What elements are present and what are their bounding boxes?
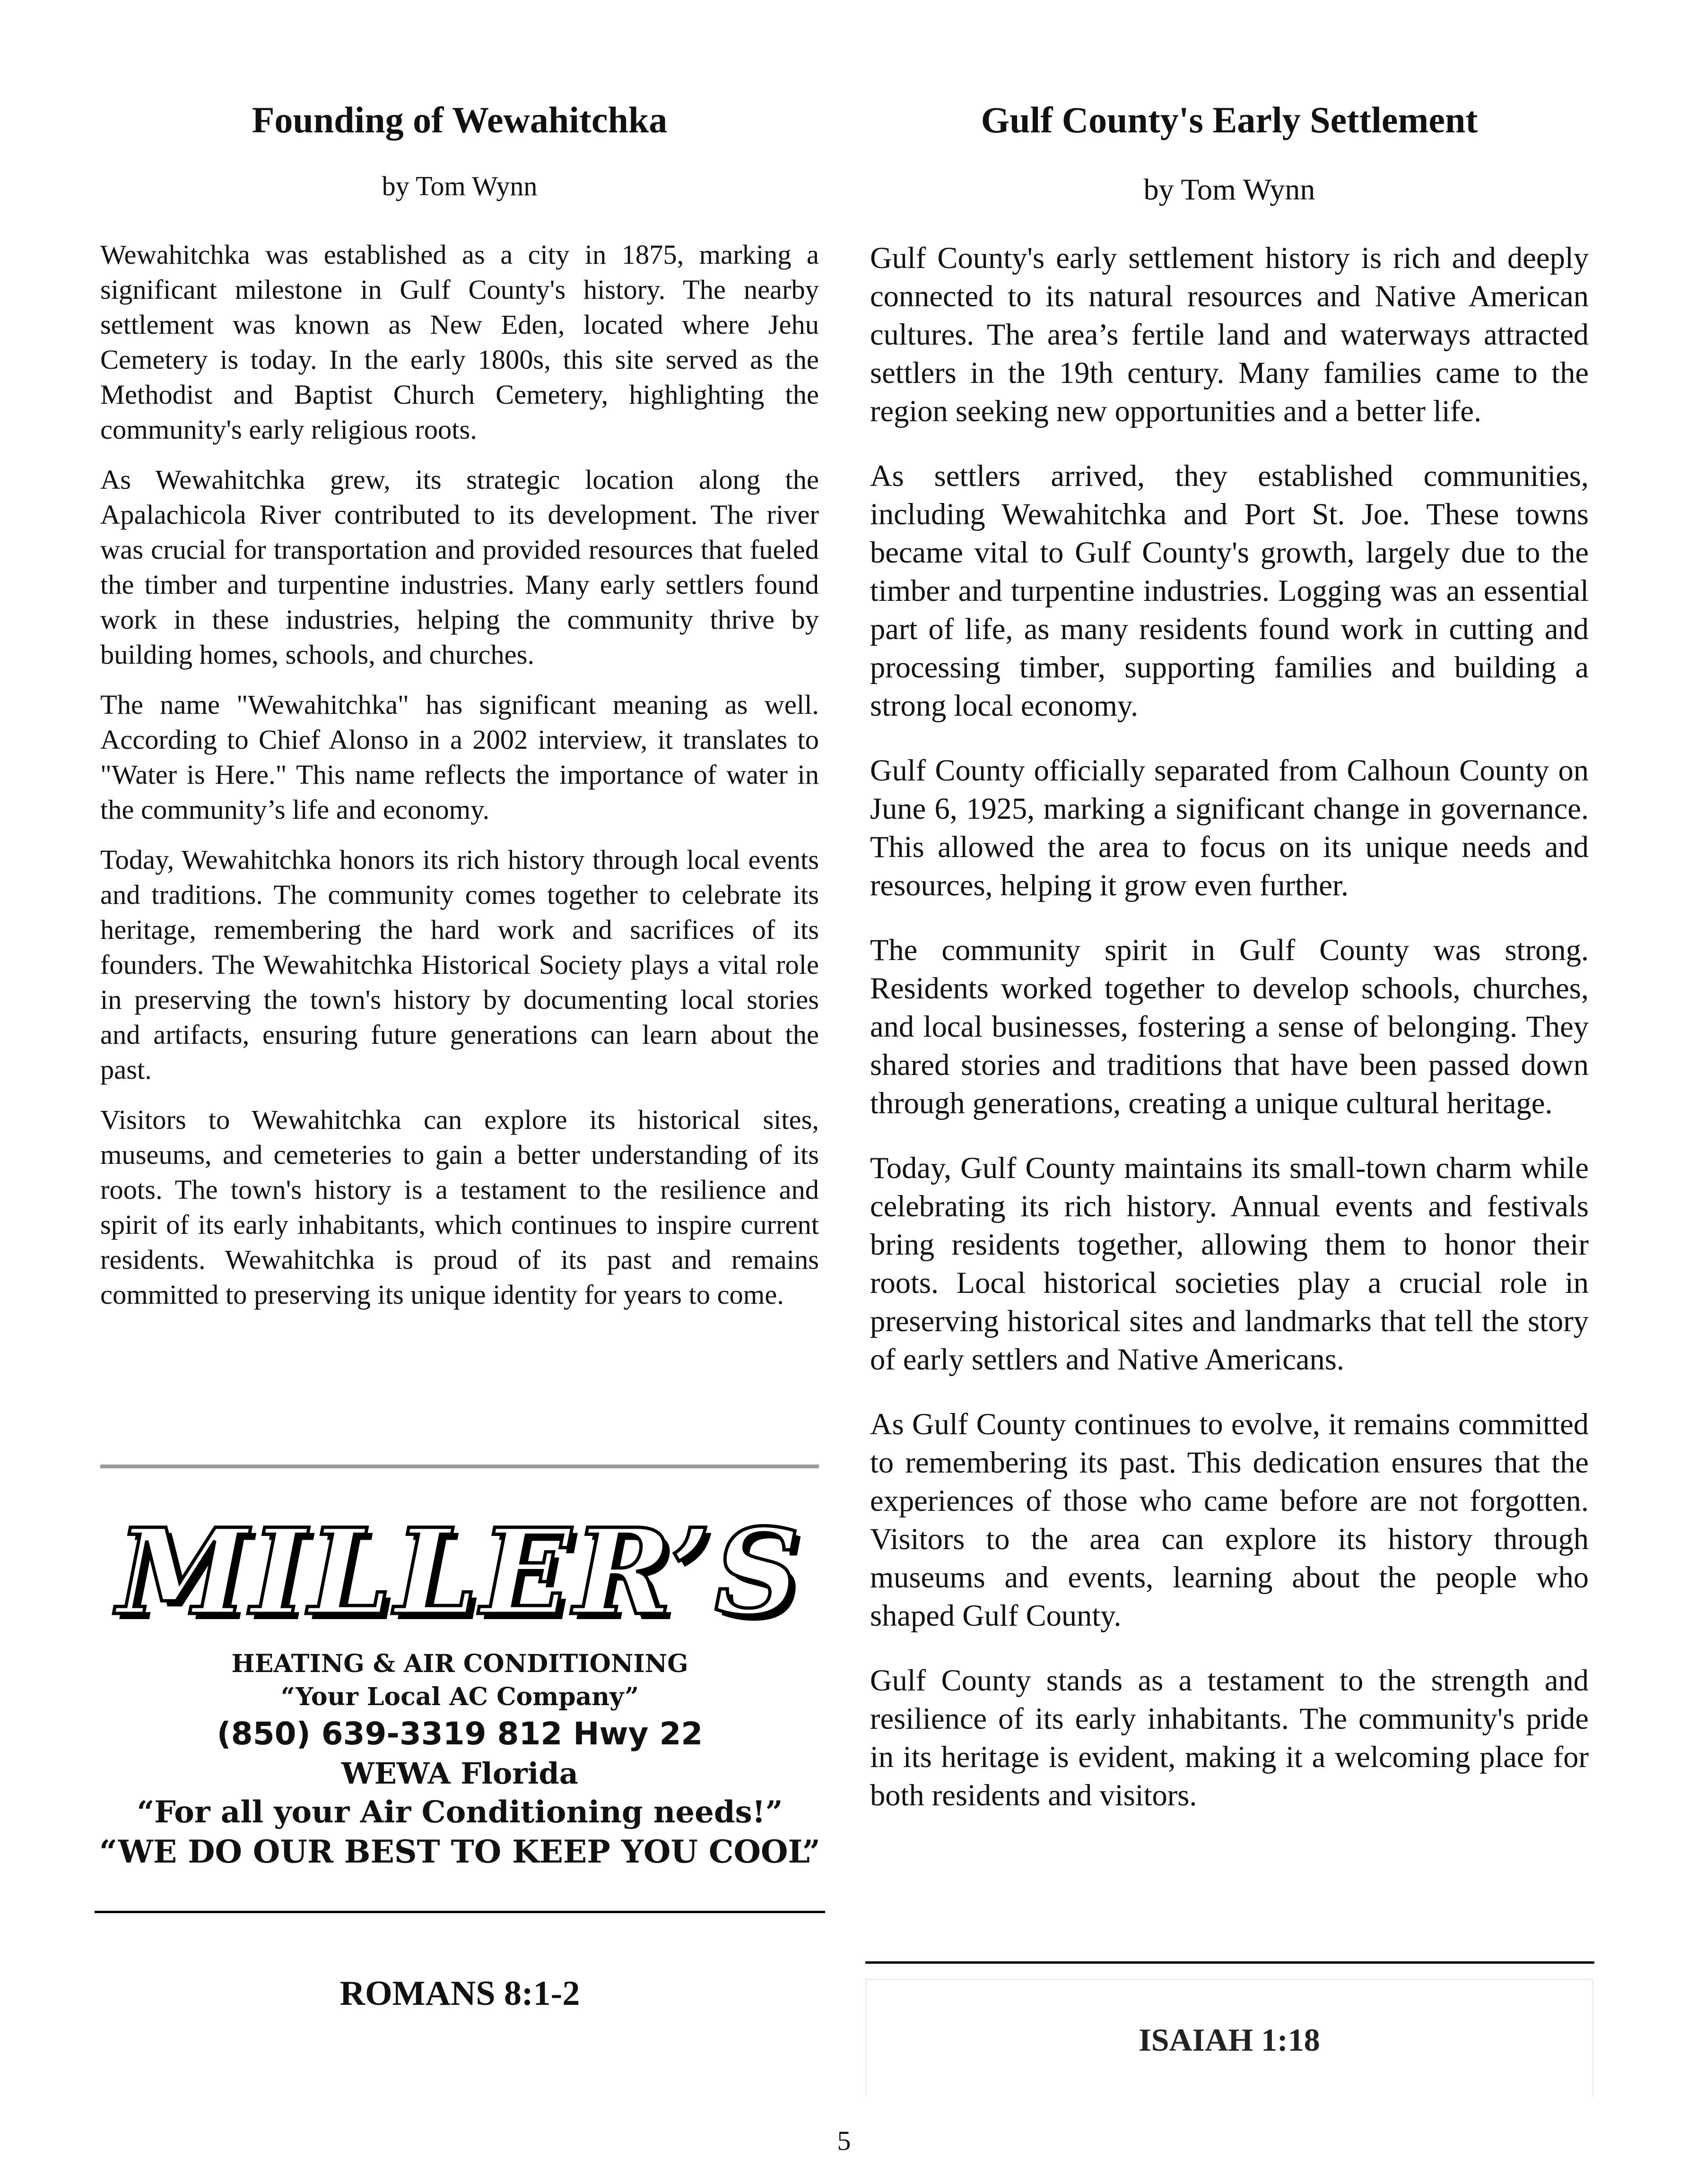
article-body-left (100, 237, 819, 1327)
paragraph: As settlers arrived, they established communities, including Wewahitchka and Port St. Joe. These towns became vital to Gulf County's growth, largely due to the timber and turpentine industries. Logging was an essential part of life, as many residents found work in cutting and processing timber, supporting families and building a strong local economy. (870, 459, 1589, 722)
ad-phone-address: (850) 639-3319 812 Hwy 22 (217, 1716, 703, 1752)
page-number: 5 (837, 2125, 851, 2156)
paragraph: The name "Wewahitchka" has significant meaning as well. According to Chief Alonso in a 2002 interview, it translates to "Water is Here." This name reflects the importance of water in the community’s life and economy. (100, 689, 819, 825)
ad-bottom-rule (95, 1911, 825, 1913)
ad-tagline: “For all your Air Conditioning needs!” (137, 1794, 783, 1830)
bible-verse-left: ROMANS 8:1-2 (339, 1974, 580, 2013)
paragraph: Today, Gulf County maintains its small-town charm while celebrating its rich history. Annual events and festivals bring residents together, allowing them to honor their roots. Local historical societies play a crucial role in preserving historical sites and landmarks that tell the story of early settlers and Native Americans. (870, 1151, 1589, 1376)
paragraph: Gulf County's early settlement history is rich and deeply connected to its natural resources and Native American cultures. The area’s fertile land and waterways attracted settlers in the 19th century. Many families came to the region seeking new opportunities and a better life. (870, 241, 1589, 428)
article-title-founding: Founding of Wewahitchka (252, 99, 668, 140)
millers-advertisement (95, 1502, 825, 1872)
paragraph: Wewahitchka was established as a city in 1875, marking a significant milestone in Gulf County's history. The nearby settlement was known as New Eden, located where Jehu Cemetery is today. In the early 1800s, this site served as the Methodist and Baptist Church Cemetery, highlighting the community's early religious roots. (100, 239, 819, 445)
ad-closing-line: “WE DO OUR BEST TO KEEP YOU COOL” (99, 1833, 820, 1870)
section-divider (100, 1465, 819, 1468)
ad-slogan: “Your Local AC Company” (280, 1682, 639, 1711)
paragraph: Visitors to Wewahitchka can explore its historical sites, museums, and cemeteries to gain a better understanding of its roots. The town's history is a testament to the resilience and spirit of its early inhabitants, which continues to inspire current residents. Wewahitchka is proud of its past and remains committed to preserving its unique identity for years to come. (100, 1104, 819, 1310)
ad-service-line: HEATING & AIR CONDITIONING (231, 1649, 688, 1678)
article-title-gulf-county: Gulf County's Early Settlement (981, 99, 1478, 140)
paragraph: Gulf County officially separated from Calhoun County on June 6, 1925, marking a significant change in governance. This allowed the area to focus on its unique needs and resources, helping it grow even further. (870, 754, 1589, 902)
byline-right: by Tom Wynn (1143, 173, 1315, 206)
paragraph: Gulf County stands as a testament to the strength and resilience of its early inhabitants. The community's pride in its heritage is evident, making it a welcoming place for both residents and visitors. (870, 1664, 1589, 1812)
millers-logo: MILLER’S (117, 1502, 803, 1641)
verse-box (865, 1979, 1593, 2097)
byline-left: by Tom Wynn (382, 171, 538, 201)
paragraph: The community spirit in Gulf County was strong. Residents worked together to develop schools, churches, and local businesses, fostering a sense of belonging. They shared stories and traditions that have been passed down through generations, creating a unique cultural heritage. (870, 933, 1589, 1120)
article-body-right (870, 239, 1589, 1841)
paragraph: As Wewahitchka grew, its strategic location along the Apalachicola River contributed to its development. The river was crucial for transportation and provided resources that fueled the timber and turpentine industries. Many early settlers found work in these industries, helping the community thrive by building homes, schools, and churches. (100, 464, 819, 670)
bible-verse-right: ISAIAH 1:18 (1139, 2022, 1320, 2058)
ad-location: WEWA Florida (341, 1756, 578, 1791)
article-bottom-rule (865, 1961, 1594, 1964)
paragraph: Today, Wewahitchka honors its rich history through local events and traditions. The community comes together to celebrate its heritage, remembering the hard work and sacrifices of its founders. The Wewahitchka Historical Society plays a vital role in preserving the town's history by documenting local stories and artifacts, ensuring future generations can learn about the past. (100, 844, 819, 1085)
paragraph: As Gulf County continues to evolve, it remains committed to remembering its past. This dedication ensures that the experiences of those who came before are not forgotten. Visitors to the area can explore its history through museums and events, learning about the people who shaped Gulf County. (870, 1407, 1589, 1632)
